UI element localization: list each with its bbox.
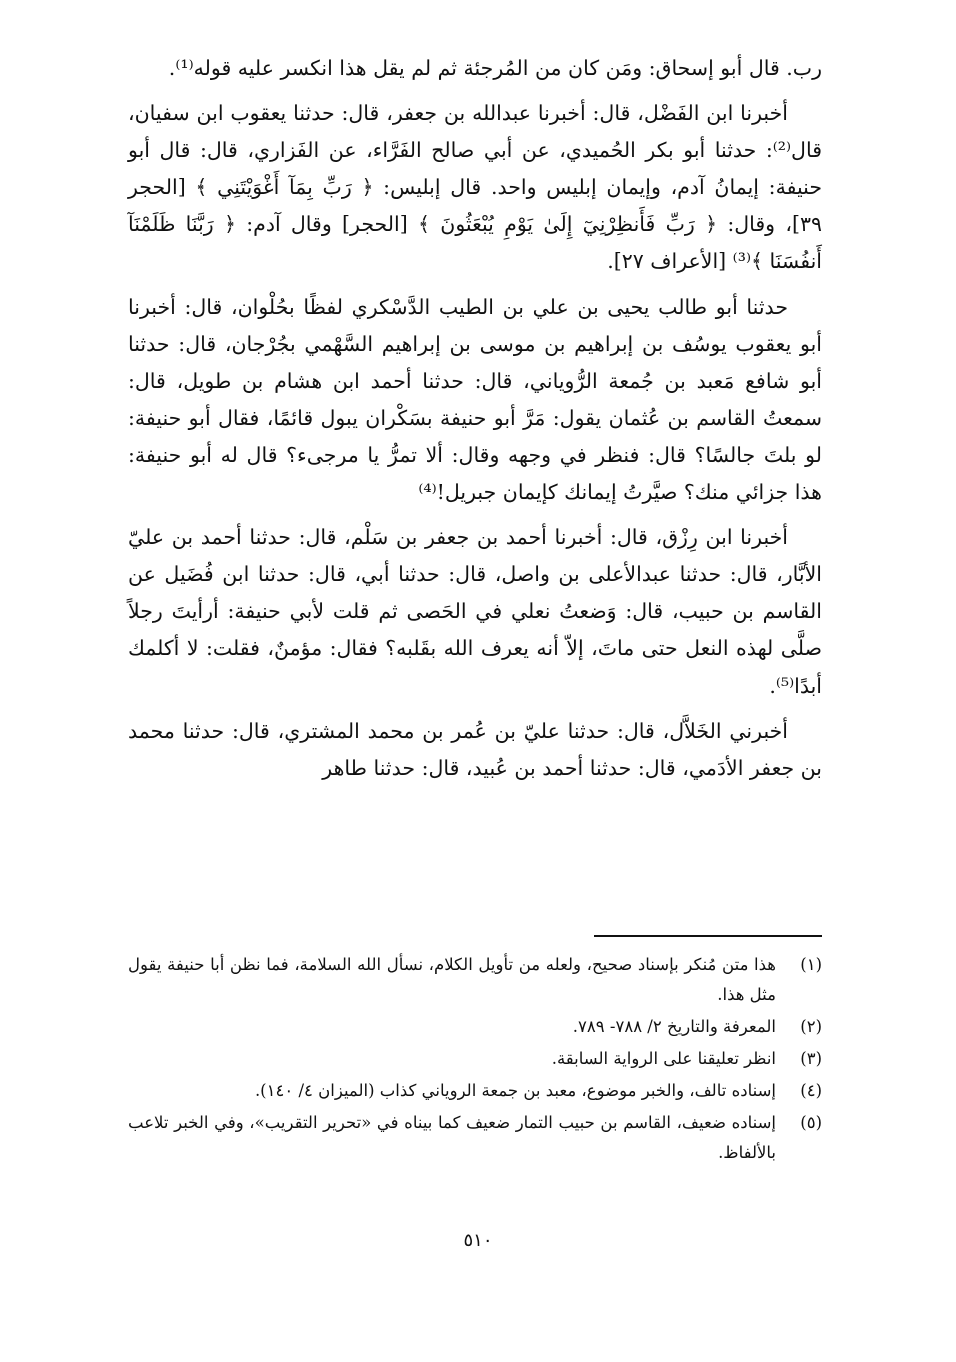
footnote [128, 1044, 822, 1074]
footnote-number: (٥) [800, 1113, 822, 1132]
main-text [128, 50, 822, 795]
footnote-number: (٣) [800, 1049, 822, 1068]
paragraph: أخبرنا ابن رِزْق، قال: أخبرنا أحمد بن جعفر بن سَلْم، قال: حدثنا أحمد بن عليّ الأبَّار، قال: حدثنا عبدالأعلى بن واصل، قال: حدثنا أبي، قال: حدثنا ابن فُضَيل عن القاسم بن حبيب، قال: وَضعتُ نعلي في الحَصى ثم قلت لأبي حنيفة: أرأيتَ رجلاً صلَّى لهذه النعل حتى ماتَ، إلاّ أنه يعرف الله بقَلبه؟ فقال: مؤمنٌ، فقلت: لا أكلمك أبدًا⁽⁵⁾. [128, 525, 822, 698]
footnote-number: (٤) [800, 1081, 822, 1100]
footnote [128, 1012, 822, 1042]
footnote-number: (١) [800, 955, 822, 974]
footnotes [128, 950, 822, 1170]
footnote-text: إسناده تالف، والخبر موضوع، معبد بن جمعة الروياني كذاب (الميزان ٤/ ١٤٠). [254, 1081, 776, 1100]
footnote [128, 950, 822, 1010]
paragraph: حدثنا أبو طالب يحيى بن علي بن الطيب الدَّسْكري لفظًا بحُلْوان، قال: أخبرنا أبو يعقوب يوسُف بن إبراهيم بن موسى بن إبراهيم السَّهْمي بجُرْجان، قال: حدثنا أبو شافع مَعبد بن جُمعة الرُّوياني، قال: حدثنا أحمد ابن هشام بن طويل، قال: سمعتُ القاسم بن عُثمان يقول: مَرَّ أبو حنيفة بسَكْران يبول قائمًا، فقال أبو حنيفة: لو بلتَ جالسًا؟ قال: فنظر في وجهه وقال: ألا تمرُّ يا مرجىء؟ قال له أبو حنيفة: هذا جزائي منك؟ صيَّرتُ إيمانك كإيمان جبريل!⁽⁴⁾ [128, 294, 822, 505]
footnote-number: (٢) [800, 1017, 822, 1036]
paragraph: أخبرنا ابن الفَضْل، قال: أخبرنا عبدالله بن جعفر، قال: حدثنا يعقوب ابن سفيان، قال⁽²⁾: حدثنا أبو بكر الحُميدي، عن أبي صالح الفَرَّاء، عن الفَزاري، قال: قال أبو حنيفة: إيمانُ آدم، وإيمان إبليس واحد. قال إبليس: ﴿ رَبِّ بِمَآ أَغْوَيْتَنِي ﴾ [الحجر ٣٩]، وقال: ﴿ رَبِّ فَأَنظِرْنِيٓ إِلَىٰ يَوْمِ يُبْعَثُونَ ﴾ [الحجر] وقال آدم: ﴿ رَبَّنَا ظَلَمْنَآ أَنفُسَنَا ﴾⁽³⁾ [الأعراف ٢٧]. [128, 101, 822, 274]
footnote-text: المعرفة والتاريخ ٢/ ٧٨٨- ٧٨٩. [572, 1017, 776, 1036]
footnote-text: انظر تعليقنا على الرواية السابقة. [551, 1049, 776, 1068]
footnote [128, 1076, 822, 1106]
footnote-text: إسناده ضعيف، القاسم بن حبيب التمار ضعيف كما بيناه في «تحرير التقريب»، وفي الخبر تلاعب بالألفاظ. [128, 1113, 776, 1162]
footnote-text: هذا متن مُنكر بإسناد صحيح، ولعله من تأويل الكلام، نسأل الله السلامة، فما نظن أبا حنيفة يقول مثل هذا. [128, 955, 776, 1004]
page-number: ٥١٠ [463, 1230, 493, 1251]
paragraph: أخبرني الخَلاَّل، قال: حدثنا عليّ بن عُمر بن محمد المشتري، قال: حدثنا محمد بن جعفر الأدَمي، قال: حدثنا أحمد بن عُبيد، قال: حدثنا طاهر [128, 718, 822, 780]
paragraph: رب. قال أبو إسحاق: ومَن كان من المُرجئة ثم لم يقل هذا انكسر عليه قوله⁽¹⁾. [168, 56, 822, 80]
footnote [128, 1108, 822, 1168]
footnote-divider [594, 935, 822, 937]
